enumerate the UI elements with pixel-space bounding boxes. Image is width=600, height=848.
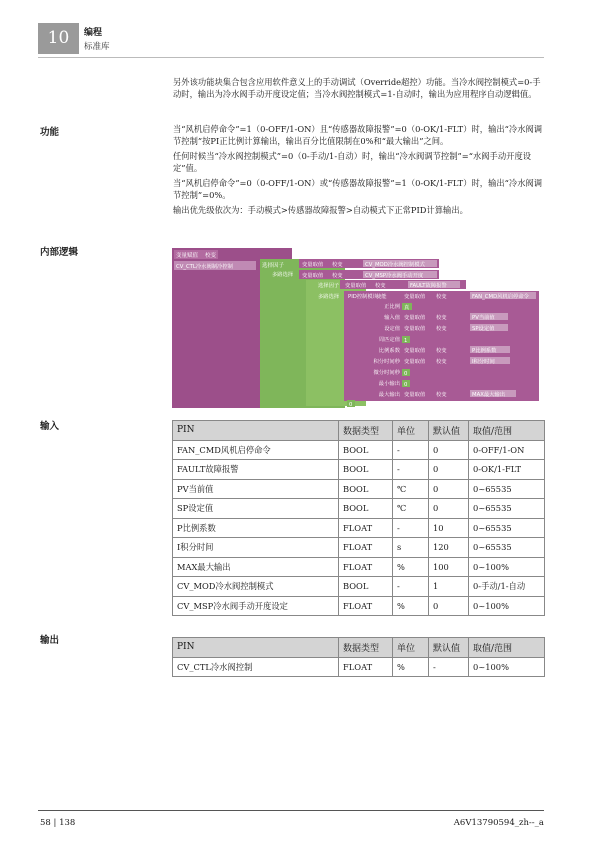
function-paragraph-3: 当“风机启停命令”=0（0-OFF/1-ON）或“传感器故障报警”=1（0-OK/1-FLT）时，输出“冷水阀调节控制”=0%。 xyxy=(173,178,543,200)
function-paragraph-1: 当“风机启停命令”=1（0-OFF/1-ON）且“传感器故障报警”=0（0-OK/1-FLT）时，输出“冷水阀调节控制”按PI正比例计算输出，输出百分比值限制在0%和“最大输出”之间。 xyxy=(173,124,543,146)
min-out-label: 最小输出 xyxy=(378,381,400,387)
unit-cell: ℃ xyxy=(393,499,429,519)
input-header-default: 默认值 xyxy=(429,421,469,441)
logic-block-diagram xyxy=(172,248,544,410)
pin-cell: CV_CTL冷水阀控制 xyxy=(173,657,339,677)
range-cell: 0~65535 xyxy=(469,479,545,499)
output-header-unit: 单位 xyxy=(393,638,429,658)
table-row xyxy=(173,518,545,538)
inner-multi-select-label: 多路选择 xyxy=(318,294,340,300)
select-factor-label: 选择因子 xyxy=(262,263,285,269)
else-zero: 0 xyxy=(349,402,353,408)
range-cell: 0~65535 xyxy=(469,499,545,519)
type-cell: BOOL xyxy=(339,499,393,519)
chapter-number-box: 10 xyxy=(38,23,79,54)
header-subtitle: 标准库 xyxy=(84,42,110,52)
table-row xyxy=(173,657,545,677)
pin-cell: CV_MOD冷水阀控制模式 xyxy=(173,577,339,597)
i-var: I积分时间 xyxy=(472,359,495,365)
input-header-type: 数据类型 xyxy=(339,421,393,441)
function-paragraph-4: 输出优先级依次为：手动模式>传感器故障报警>自动模式下正常PID计算输出。 xyxy=(173,205,468,215)
unit-cell: % xyxy=(393,657,429,677)
type-cell: FLOAT xyxy=(339,518,393,538)
type-cell: BOOL xyxy=(339,577,393,597)
pin-cell: FAULT故障报警 xyxy=(173,460,339,480)
input-label: 输入 xyxy=(40,421,60,432)
type-cell: FLOAT xyxy=(339,657,393,677)
range-cell: 0~100% xyxy=(469,657,545,677)
table-row xyxy=(173,596,545,616)
fan-cmd-var: FAN_CMD风机启停命令 xyxy=(472,294,529,300)
unit-cell: - xyxy=(393,460,429,480)
fb-val-label: 周匹定值 xyxy=(378,337,400,343)
range-cell: 0-OFF/1-ON xyxy=(469,440,545,460)
cv-msp-var: CV_MSP冷水阀手动开度 xyxy=(365,273,424,279)
multi-select-label: 多路选择 xyxy=(272,272,294,278)
function-paragraph-2: 任何时候当“冷水阀控制模式”=0（0-手动/1-自动）时，输出“冷水阀调节控制”=“水阀手动开度设定”值。 xyxy=(173,151,532,173)
max-get-label: 变量取值 xyxy=(404,392,426,398)
output-header-type: 数据类型 xyxy=(339,638,393,658)
pin-cell: SP设定值 xyxy=(173,499,339,519)
type-cell: BOOL xyxy=(339,460,393,480)
cv-msp-pulldown: 校变 xyxy=(332,273,343,279)
input-header-unit: 单位 xyxy=(393,421,429,441)
assign-label: 变量赋值 xyxy=(176,253,199,259)
inner-select-label: 选择因子 xyxy=(318,283,340,289)
sp-get-label: 变量取值 xyxy=(404,326,426,332)
range-cell: 0-手动/1-自动 xyxy=(469,577,545,597)
pin-cell: CV_MSP冷水阀手动开度设定 xyxy=(173,596,339,616)
pid-enable-get: 变量取值 xyxy=(404,294,426,300)
header-title: 编程 xyxy=(84,28,103,38)
output-label: 输出 xyxy=(40,635,60,646)
table-row xyxy=(173,499,545,519)
input-header-row xyxy=(173,421,545,441)
input-header-range: 取值/范围 xyxy=(469,421,545,441)
sp-pulldown: 校变 xyxy=(436,326,447,332)
table-row xyxy=(173,440,545,460)
type-cell: BOOL xyxy=(339,479,393,499)
pid-enable-pulldown: 校变 xyxy=(436,294,447,300)
default-cell: 0 xyxy=(429,596,469,616)
pin-cell: I积分时间 xyxy=(173,538,339,558)
max-out-label: 最大输出 xyxy=(378,392,400,398)
pv-get-label: 变量取值 xyxy=(404,315,426,321)
cv-mod-var: CV_MOD冷水阀控制模式 xyxy=(365,262,425,268)
type-cell: FLOAT xyxy=(339,557,393,577)
default-cell: - xyxy=(429,657,469,677)
pos-ratio-true: 真 xyxy=(404,305,410,311)
p-get-label: 变量取值 xyxy=(404,348,426,354)
default-cell: 0 xyxy=(429,440,469,460)
pin-cell: MAX最大输出 xyxy=(173,557,339,577)
p-var: P比例系数 xyxy=(472,348,497,354)
pin-cell: FAN_CMD风机启停命令 xyxy=(173,440,339,460)
i-pulldown: 校变 xyxy=(436,359,447,365)
table-row xyxy=(173,577,545,597)
fault-pulldown: 校变 xyxy=(375,283,386,289)
input-val-label: 输入值 xyxy=(384,315,400,321)
sp-var: SP设定值 xyxy=(472,326,495,332)
cv-mod-get-label: 变量取值 xyxy=(302,262,324,268)
table-row xyxy=(173,538,545,558)
type-cell: FLOAT xyxy=(339,596,393,616)
default-cell: 0 xyxy=(429,499,469,519)
intro-paragraph xyxy=(173,76,547,100)
default-cell: 100 xyxy=(429,557,469,577)
table-row xyxy=(173,557,545,577)
default-cell: 120 xyxy=(429,538,469,558)
fault-get-label: 变量取值 xyxy=(345,283,367,289)
page-number: 58 | 138 xyxy=(40,818,76,828)
cv-mod-pulldown: 校变 xyxy=(332,262,343,268)
input-header-pin: PIN xyxy=(173,421,339,441)
output-header-range: 取值/范围 xyxy=(469,638,545,658)
intro-text: 另外该功能块集合包含应用软件意义上的手动调试（Override超控）功能。当冷水阀控制模式=0-手动时，输出为冷水阀手动开度设定值；当冷水阀控制模式=1-自动时，输出为应用程序自动逻辑值。 xyxy=(173,77,541,99)
i-get-label: 变量取值 xyxy=(404,359,426,365)
output-header-pin: PIN xyxy=(173,638,339,658)
unit-cell: - xyxy=(393,518,429,538)
fault-var: FAULT故障报警 xyxy=(410,283,447,289)
function-label: 功能 xyxy=(40,127,60,138)
pin-cell: P比例系数 xyxy=(173,518,339,538)
default-cell: 0 xyxy=(429,479,469,499)
document-id: A6V13790594_zh--_a xyxy=(453,818,544,828)
unit-cell: % xyxy=(393,557,429,577)
table-row xyxy=(173,479,545,499)
pv-pulldown: 校变 xyxy=(436,315,447,321)
max-pulldown: 校变 xyxy=(436,392,447,398)
pid-block-label: PID控制模块 xyxy=(348,294,379,300)
type-cell: FLOAT xyxy=(339,538,393,558)
min-out-val: 0 xyxy=(404,382,408,388)
range-cell: 0~65535 xyxy=(469,538,545,558)
unit-cell: % xyxy=(393,596,429,616)
type-cell: BOOL xyxy=(339,440,393,460)
default-cell: 0 xyxy=(429,460,469,480)
output-header-default: 默认值 xyxy=(429,638,469,658)
pv-var: PV当前值 xyxy=(472,315,495,321)
p-pulldown: 校变 xyxy=(436,348,447,354)
diff-time-label: 微分时间秒 xyxy=(373,370,400,376)
range-cell: 0~100% xyxy=(469,596,545,616)
set-val-label: 设定值 xyxy=(384,326,400,332)
fb-val: 1 xyxy=(404,338,408,344)
table-row xyxy=(173,460,545,480)
pin-cell: PV当前值 xyxy=(173,479,339,499)
input-table xyxy=(172,420,545,616)
out-var-label: CV_CTL冷水阀制冷控制 xyxy=(176,264,233,270)
unit-cell: ℃ xyxy=(393,479,429,499)
range-cell: 0~65535 xyxy=(469,518,545,538)
range-cell: 0-OK/1-FLT xyxy=(469,460,545,480)
function-paragraphs xyxy=(173,123,547,216)
unit-cell: - xyxy=(393,577,429,597)
cv-msp-get-label: 变量取值 xyxy=(302,273,324,279)
assign-pulldown: 校变 xyxy=(205,253,217,259)
unit-cell: s xyxy=(393,538,429,558)
pid-enable-label: 使能 xyxy=(376,294,387,300)
header-divider xyxy=(38,57,544,58)
pos-ratio-label: 正比例 xyxy=(384,304,400,310)
logic-label: 内部逻辑 xyxy=(40,247,79,258)
max-var: MAX最大输出 xyxy=(472,392,506,398)
diff-time-val: 0 xyxy=(404,371,408,377)
output-header-row xyxy=(173,638,545,658)
footer-divider xyxy=(38,810,544,811)
int-time-label: 积分时间秒 xyxy=(373,359,400,365)
default-cell: 1 xyxy=(429,577,469,597)
range-cell: 0~100% xyxy=(469,557,545,577)
output-table xyxy=(172,637,545,677)
unit-cell: - xyxy=(393,440,429,460)
ratio-coef-label: 比例系数 xyxy=(378,348,400,354)
default-cell: 10 xyxy=(429,518,469,538)
